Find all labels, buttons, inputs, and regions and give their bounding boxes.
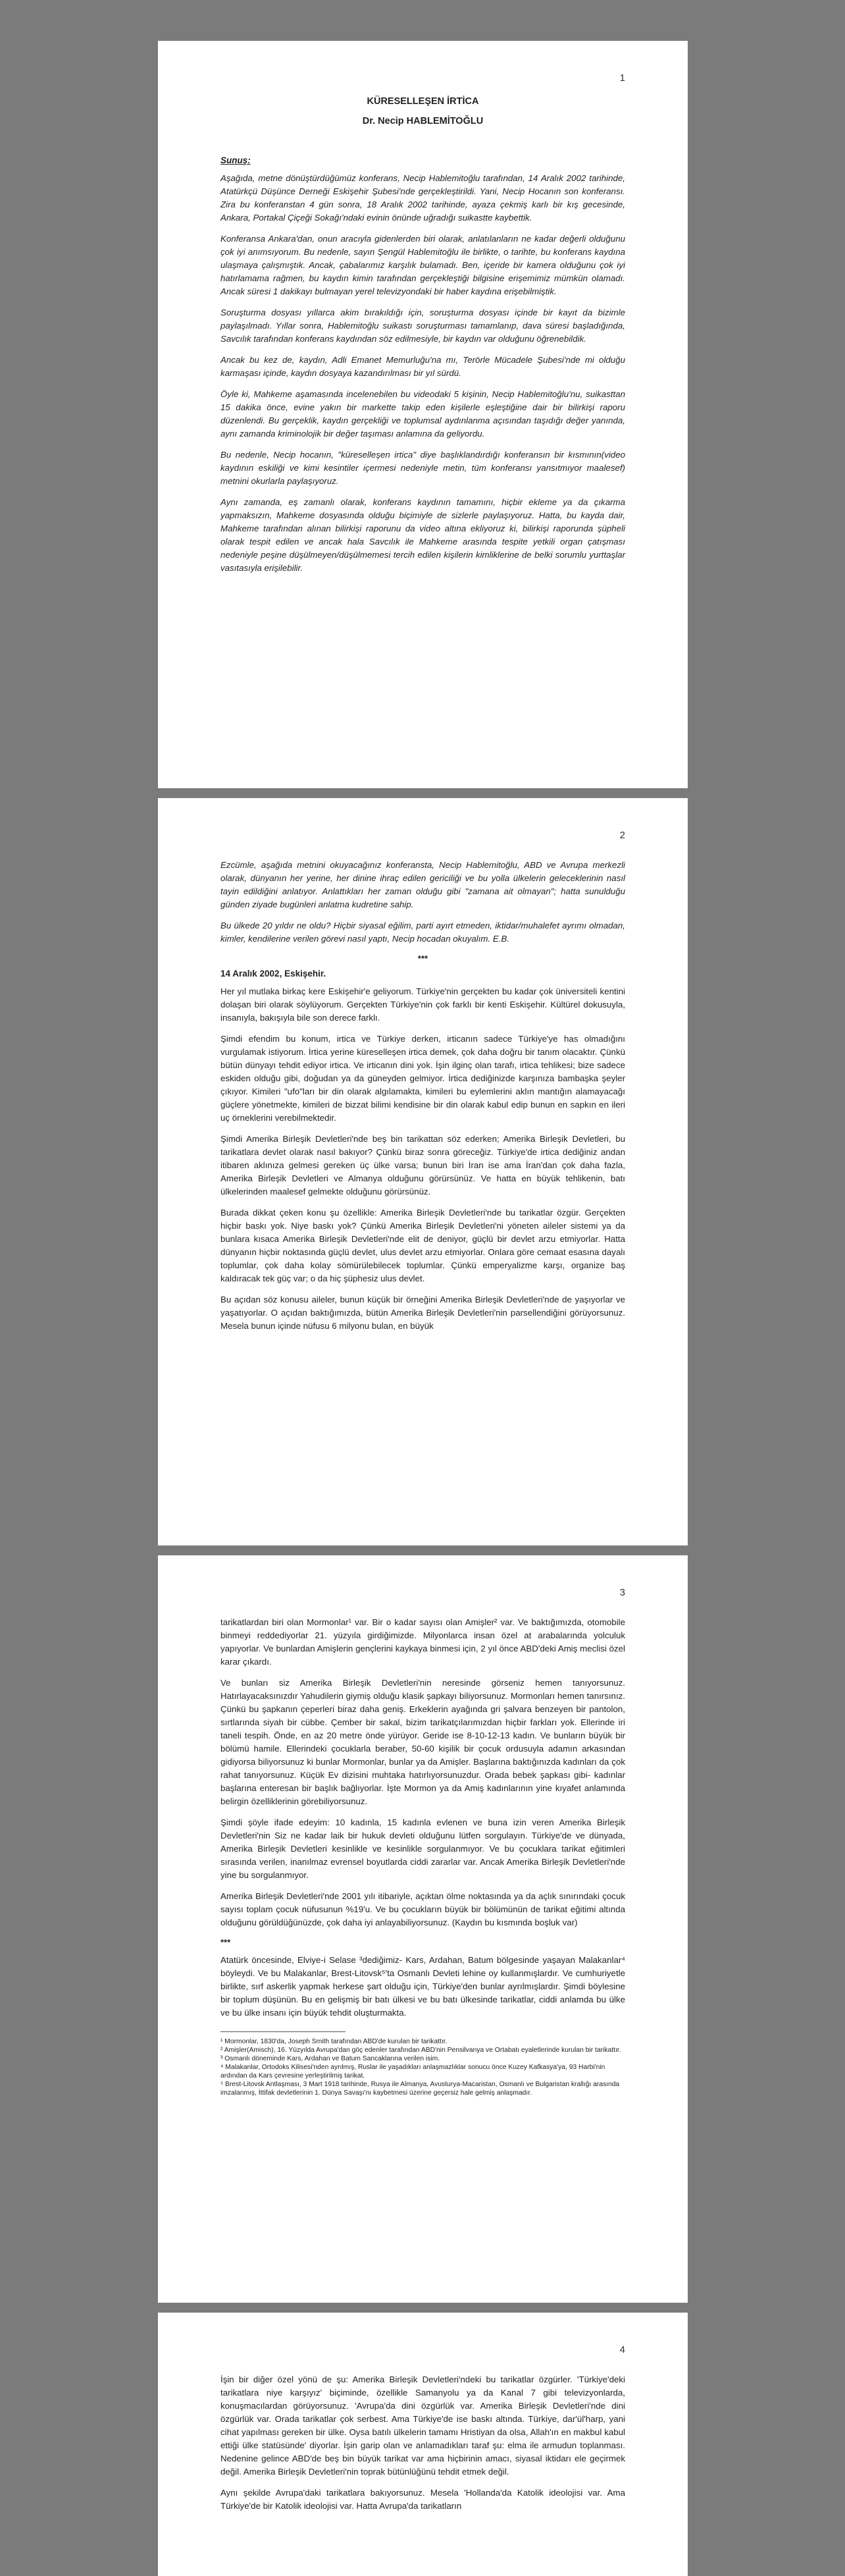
document-page-4 <box>158 2313 688 2576</box>
paragraph: Şimdi şöyle ifade edeyim: 10 kadınla, 15 kadınla evlenen ve buna izin veren Amerika Birleşik Devletleri'nin Siz ne kadar laik bir hukuk devleti olduğunu lütfen sorgulayın. Türkiye'de ve dünyada, Amerika Birleşik Devletleri kesinlikle ve kesinlikle sorgulanmıyor. Ve bu çocuklara tarikat eğitimleri sırasında verilen, inanılmaz evrensel boyutlarda ciddi zararlar var. Ancak Amerika Birleşik Devletleri'nde yine bu sorgulanmıyor. <box>220 1817 625 1880</box>
document-author: Dr. Necip HABLEMİTOĞLU <box>362 116 484 126</box>
paragraph: Amerika Birleşik Devletleri'nde 2001 yılı itibariyle, açıktan ölme noktasında ya da açlık sınırındaki çocuk sayısı toplam çocuk nüfusunun %19'u. Ve bu çocukların büyük bir bölümünün de tarikat eğitimi altında olduğunu görüldüğünüzde, çok daha iyi anlayabiliyorsunuz. (Kaydın bu kısmında boşluk var) <box>220 1891 625 1927</box>
page-number: 1 <box>619 72 625 84</box>
document-page-2 <box>158 798 688 1545</box>
intro-paragraph: Bu ülkede 20 yıldır ne oldu? Hiçbir siyasal eğilim, parti ayırt etmeden, iktidar/muhalefet ayrımı olmadan, kimler, kendilerine verilen görevi nasıl yaptı, Necip hocadan okuyalım. E.B. <box>220 921 625 944</box>
paragraph: Aynı şekilde Avrupa'daki tarikatlara bakıyorsunuz. Mesela 'Hollanda'da Katolik ideolojisi var. Ama Türkiye'de bir Katolik ideolojisi var. Hatta Avrupa'da tarikatların <box>220 2488 625 2511</box>
footnote: ⁵ Brest-Litovsk Antlaşması, 3 Mart 1918 tarihinde, Rusya ile Almanya, Avusturya-Macaristan, Osmanlı ve Bulgaristan krallığı arasında imzalanmış, İttifak devletlerinin 1. Dünya Savaşı'nı kaybetmesi üzerine geçersiz hale gelmiş anlaşmadır. <box>220 2081 620 2097</box>
document-page-1 <box>158 41 688 788</box>
paragraph: İşin bir diğer özel yönü de şu: Amerika Birleşik Devletleri'ndeki bu tarikatlar özgürler. 'Türkiye'deki tarikatlara niye karşıyız' biçiminde, özellikle Samanyolu ya da Kanal 7 gibi televizyonlarda, konuşmacılardan görüyorsunuz. 'Avrupa'da dini özgürlük var. Amerika Birleşik Devletleri'nde dini özgürlük var. Orada tarikatlar çok serbest. Ama Türkiye'de ise baskı altında. Türkiye, dar'ül'harp, yani cihat yapılması gereken bir ülke. Oysa batılı ülkelerin tamamı Hristiyan da olsa, Allah'ın en makbul kabul ettiği ülke statüsünde' diyorlar. İşin garip olan ve anlamadıkları taraf şu: elma ile armudun toplanması. Nedenine gelince ABD'de beş bin büyük tarikat var ama hiçbirinin amacı, siyasal iktidarı ele geçirmek değil. Amerika Birleşik Devletleri'nin toprak bütünlüğünü tehdit etmek değil. <box>220 2375 625 2477</box>
paragraph: Soruşturma dosyası yıllarca akim bırakıldığı için, soruşturma dosyası içinde bir kayıt da bizimle paylaşılmadı. Yıllar sonra, Hablemitoğlu suikastı soruşturması tamamlanıp, dava süresi başladığında, Savcılık tarafından konferans kaydından söz edilmesiyle, bir kaydın var olduğunu öğrenebildik. <box>220 308 625 344</box>
document-title: KÜRESELLEŞEN İRTİCA <box>367 96 479 107</box>
paragraph: Aynı zamanda, eş zamanlı olarak, konferans kaydının tamamını, hiçbir ekleme ya da çıkarma yapmaksızın, Mahkeme dosyasında olduğu biçimiyle de sizlerle paylaşıyoruz. Hatta, bu kayda dair, Mahkeme tarafından alınan bilirkişi raporunu da video altına ekliyoruz ki, bilirkişi raporunda şüpheli olarak tespit edilen ve ancak hala Savcılık ile Mahkeme arasında tespite yetkili organ çatışması nedeniyle peşine düşülmeyen/düşülmemesi tercih edilen kişilerin kimliklerine de belki sorumlu yurttaşlar vasıtasıyla erişilebilir. <box>220 497 625 573</box>
footnote: ¹ Mormonlar, 1830'da, Joseph Smith tarafından ABD'de kurulan bir tarikattır. <box>220 2038 448 2045</box>
paragraph: Şimdi Amerika Birleşik Devletleri'nde beş bin tarikattan söz ederken; Amerika Birleşik Devletleri, bu tarikatlara devlet olarak nasıl bakıyor? Çünkü biraz sonra göreceğiz. Türkiye'de irtica dediğiniz andan itibaren aklınıza gelmesi gereken üç ülke varsa; bunun biri İran ise ama İran'dan çok daha fazla, Amerika Birleşik Devletleri ve Almanya olduğunu görürsünüz. Ve hatta en büyük tehlikenin, batı ülkelerinden maalesef gelmekte olduğunu görürsünüz. <box>220 1134 625 1196</box>
footnote: ³ Osmanlı döneminde Kars, Ardahan ve Batum Sancaklarına verilen isim. <box>220 2055 440 2062</box>
paragraph: Burada dikkat çeken konu şu özellikle: Amerika Birleşik Devletleri'nde bu tarikatlar özgür. Gerçekten hiçbir baskı yok. Niye baskı yok? Çünkü Amerika Birleşik Devletleri'ni yöneten aileler sistemi ya da bunlara kısaca Amerika Birleşik Devletleri'nde elit de deniyor, güçlü bir devlet arzu etmiyorlar. Hatta dünyanın hiçbir noktasında güçlü devlet, ulus devlet arzu etmiyorlar. Onlara göre cemaat esasına dayalı toplumlar, çok daha kolay sömürülebilecek toplumlar. Çünkü emperyalizme karşı, organize baş kaldıracak tek güç var; o da hiç şüphesiz ulus devlet. <box>220 1208 625 1283</box>
footnote: ² Amişler(Amisch), 16. Yüzyılda Avrupa'dan göç edenler tarafından ABD'nin Pensilvanya ve Ortabatı eyaletlerinde kurulan bir tarikattır. <box>220 2047 621 2054</box>
footnote: ⁴ Malakanlar, Ortodoks Kilisesi'nden ayrılmış, Ruslar ile yaşadıkları anlaşmazlıklar sonucu önce Kuzey Kafkasya'ya, 93 Harbi'nin ardından da Kars çevresine yerleştirilmiş tarikat. <box>220 2064 605 2080</box>
separator-stars: *** <box>417 953 428 963</box>
paragraph: Ancak bu kez de, kaydın, Adli Emanet Memurluğu'na mı, Terörle Mücadele Şubesi'nde mi olduğu karmaşası içinde, kaydın dosyaya kazandırılması bir yıl sürdü. <box>220 355 625 378</box>
paragraph: tarikatlardan biri olan Mormonlar¹ var. Bir o kadar sayısı olan Amişler² var. Ve baktığımızda, otomobile binmeyi reddediyorlar 21. yüzyıla girdiğimizde. Milyonlarca insan özel at arabalarında yolculuk yapıyorlar. Ve bunlardan Amişlerin gençlerini kaykaya binmesi için, 2 yıl önce ABD'deki Amiş meclisi özel karar çıkardı. <box>220 1617 625 1667</box>
footnote-divider <box>220 2031 346 2032</box>
separator-stars: *** <box>220 1937 231 1947</box>
paragraph: Öyle ki, Mahkeme aşamasında incelenebilen bu videodaki 5 kişinin, Necip Hablemitoğlu'nu, suikasttan 15 dakika önce, evine yakın bir markette takip eden kişilerle eşleştiğine dair bir bilirkişi raporu düzenlendi. Bu gerçeklik, kaydın gerçekliği ve toplumsal aydınlanma açısından taşıdığı değer yanında, aynı zamanda kriminolojik bir değer taşıması anlamına da geliyordu. <box>220 389 625 439</box>
section-heading: Sunuş: <box>220 155 251 165</box>
paragraph: Şimdi efendim bu konum, irtica ve Türkiye derken, irticanın sadece Türkiye'ye has olmadığını vurgulamak istiyorum. İrtica yerine küreselleşen irtica demek, çok daha doğru bir tanım olacaktır. Çünkü bütün dünyayı tehdit ediyor irtica. Ve irticanın dini yok. İşin ilginç olan tarafı, irtica tehlikesi; bize sadece eskiden olduğu gibi, doğudan ya da güneyden gelmiyor. İrtica dediğinizde karşınıza bambaşka şeyler çıkıyor. Kimileri "ufo"ları bir din olarak algılamakta, kimileri bu eylemlerini aklın mantığın alamayacağı güçlere yönetmekte, kimileri de bizzat bilimi kendisine bir din olarak kabul edip bunun en sapkın en ileri uç örneklerini verebilmektedir. <box>220 1034 625 1123</box>
document-page-3 <box>158 1555 688 2303</box>
speech-heading: 14 Aralık 2002, Eskişehir. <box>220 969 326 979</box>
paragraph: Bu nedenle, Necip hocanın, "küreselleşen irtica" diye başlıklandırdığı konferansın bir kısmının(video kaydının eskiliği ve kimi kesintiler içermesi nedeniyle metin, tüm konferansı yansıtmıyor maalesef) metnini okurlarla paylaşıyoruz. <box>220 450 625 486</box>
paragraph: Bu açıdan söz konusu aileler, bunun küçük bir örneğini Amerika Birleşik Devletleri'nde de yaşıyorlar ve yaşatıyorlar. O açıdan baktığımızda, bütün Amerika Birleşik Devletleri'nin parsellendiğini görüyorsunuz. Mesela bunun içinde nüfusu 6 milyonu bulan, en büyük <box>220 1295 625 1331</box>
paragraph: Konferansa Ankara'dan, onun aracıyla gidenlerden biri olarak, anlatılanların ne kadar değerli olduğunu çok iyi anımsıyorum. Bu nedenle, sayın Şengül Hablemitoğlu ile birlikte, o tarihte, bu konferans kaydına ulaşmaya çalışmıştık. Ancak, çabalarımız karşılık bulamadı. Ben, içeride bir kamera olduğunu çok iyi hatırlamama rağmen, bu kaydın kimin tarafından gerçekleştiği bilgisine erişemimiz mümkün olamadı. Ancak süresi 1 dakikayı bulmayan yerel televizyondaki bir haber kaydına erişebilmiştik. <box>220 234 625 296</box>
paragraph: Atatürk öncesinde, Elviye-i Selase ³dediğimiz- Kars, Ardahan, Batum bölgesinde yaşayan Malakanlar⁴ böyleydi. Ve bu Malakanlar, Brest-Litovsk⁵'ta Osmanlı Devleti lehine oy kullanmışlardır. Ve cumhuriyetle birlikte, sırf askerlik yapmak herkese şart olduğu için, Türkiye'den bunlar ayrılmışlardır. Şimdi böylesine bir toplum düşünün. Bu en gelişmiş bir batı ülkesi ve bu batı ülkesinde tarikatlar, ciddi anlamda bu ülke ve bu ülke insanı için büyük tehdit oluşturmakta. <box>220 1955 625 2018</box>
intro-paragraph: Ezcümle, aşağıda metnini okuyacağınız konferansta, Necip Hablemitoğlu, ABD ve Avrupa merkezli olarak, dünyanın her yerine, her dinine ihraç edilen gericiliği ve bu yolla ülkelerin geleceklerinin nasıl tayin edildiğini anlatıyor. Anlattıkları her zaman olduğu gibi "zamana ait olmayan"; hatta sunulduğu günden ziyade bugünleri anlatma kudretine sahip. <box>220 860 625 909</box>
paragraph: Aşağıda, metne dönüştürdüğümüz konferans, Necip Hablemitoğlu tarafından, 14 Aralık 2002 tarihinde, Atatürkçü Düşünce Derneği Eskişehir Şubesi'nde gerçekleştirildi. Yani, Necip Hocanın son konferansı. Zira bu konferanstan 4 gün sonra, 18 Aralık 2002 tarihinde, ayaza çekmiş karlı bir kış gecesinde, Ankara, Portakal Çiçeği Sokağı'ndaki evinin önünde uğradığı suikastte kaybettik. <box>220 173 625 223</box>
paragraph: Her yıl mutlaka birkaç kere Eskişehir'e geliyorum. Türkiye'nin gerçekten bu kadar çok üniversiteli kentini dolaşan biri olarak söylüyorum. Gerçekten Türkiye'nin çok farklı bir kenti Eskişehir. Kültürel dokusuyla, insanıyla, bakışıyla bile son derece farklı. <box>220 986 625 1023</box>
page-number: 2 <box>619 830 625 841</box>
page-number: 3 <box>619 1587 625 1598</box>
paragraph: Ve bunları siz Amerika Birleşik Devletleri'nin neresinde görseniz hemen tanıyorsunuz. Hatırlayacaksınızdır Yahudilerin giymiş olduğu klasik şapkayı biliyorsunuz. Mormonları hemen tanırsınız. Çünkü bu şapkanın çeperleri biraz daha geniş. Erkeklerin ayağında gri şalvara benzeyen bir pantolon, sırtlarında siyah bir cübbe. Çember bir sakal, bizim tarikatçılarımızdan hiçbir farkları yok. Ellerinde iri taneli tespih. Önde, en az 20 metre önde yürüyor. Geride ise 8-10-12-13 kadın. Ve bunların büyük bir bölümü hamile. Ellerindeki çocuklarla beraber, 50-60 kişilik bir çocuk ordusuyla adamın arkasından gidiyorsa biliyorsunuz ki bunlar Mormonlar, bunlar ya da Amişler. Başlarına baktığınızda kadınları da çok rahat tanıyorsunuz. Küçük Ev dizisini muhtaka hatırlıyorsunuzdur. Orada bebek şapkası gibi- kadınlar başlarına enteresan bir başlık bağlıyorlar. İşte Mormon ya da Amiş kadınlarının yine kıyafet anlamında belirgin özelliklerinin görebiliyorsunuz. <box>220 1678 625 1806</box>
page-number: 4 <box>619 2344 625 2355</box>
